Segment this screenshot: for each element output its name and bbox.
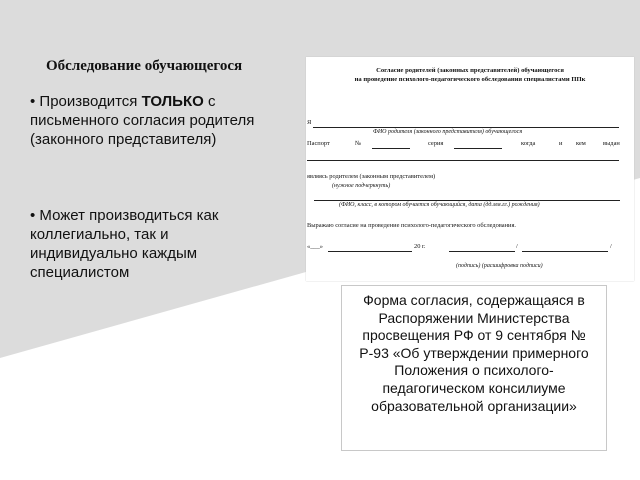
form-line-decode [522, 251, 608, 252]
form-fio-hint: ФИО родителя (законного представителя) обучающегося [373, 129, 523, 135]
form-caption: Форма согласия, содержащаяся в Распоряжении Министерства просвещения РФ от 9 сентября № Р-93 «Об утверждении примерного Положения о психолого-педагогическом консилиуме образовательной организации» [341, 285, 607, 451]
bullet-consent-suffix: с письменного согласия родителя (законного представителя) [30, 93, 255, 148]
form-line-num [372, 148, 410, 149]
form-date-open: «___» [307, 243, 323, 250]
form-yavlyayas: являясь родителем (законным представителем) [307, 173, 436, 180]
form-title [306, 66, 634, 84]
form-ya: Я [307, 119, 312, 126]
consent-form-image [306, 57, 634, 281]
form-i: и [559, 140, 563, 147]
bullet-consent-emphasis: ТОЛЬКО [141, 93, 204, 110]
form-line-date [328, 251, 412, 252]
bullet-mode: • Может производиться как коллегиально, так и индивидуально каждым специалистом [30, 207, 219, 281]
form-line-passport [307, 160, 619, 161]
form-kem: кем [576, 140, 586, 147]
form-line-child [314, 200, 620, 201]
form-agreement: Выражаю согласие на проведение психолого-педагогического обследования. [307, 222, 516, 229]
bullet-consent-prefix: • Производится [30, 93, 142, 110]
form-vydan: выдан [603, 140, 620, 147]
form-title-line1: Согласие родителей (законных представителей) обучающегося [376, 67, 564, 74]
form-underline-hint: (нужное подчеркнуть) [332, 183, 391, 189]
form-line-signature [449, 251, 515, 252]
form-num: № [355, 140, 362, 147]
form-seriya: серия [428, 140, 444, 147]
form-line-fio [313, 127, 619, 128]
bullet-consent [30, 92, 300, 149]
form-passport: Паспорт [307, 140, 330, 147]
form-slash2: / [610, 243, 612, 250]
form-signature-hint: (подпись) (расшифровка подписи) [456, 263, 543, 269]
form-slash1: / [516, 243, 518, 250]
form-line-seriya [454, 148, 502, 149]
form-kogda: когда [521, 140, 536, 147]
form-year: 20 г. [414, 243, 426, 250]
form-title-line2: на проведение психолого-педагогического обследования специалистами ППк [354, 76, 586, 83]
slide-title: Обследование обучающегося [46, 58, 243, 74]
form-child-hint: (ФИО, класс, в котором обучается обучающийся, дата (дд.мм.гг.) рождения) [339, 202, 540, 208]
